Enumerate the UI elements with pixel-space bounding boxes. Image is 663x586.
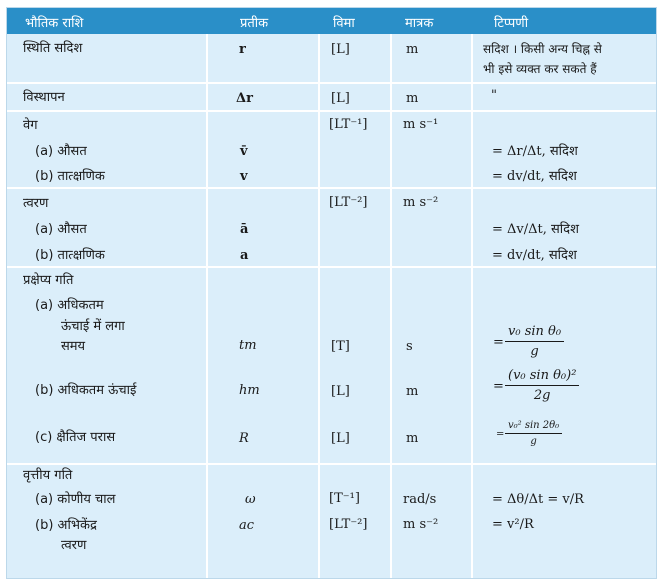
table-header (7, 8, 656, 34)
subquantity-label: (c) क्षैतिज परास (35, 430, 116, 445)
symbol-value: R (239, 431, 249, 446)
subquantity-label: ऊंचाई में लगा (61, 319, 125, 334)
symbol-value: v (240, 169, 248, 184)
dimension-value: [L] (331, 91, 350, 106)
subquantity-label: (a) अधिकतम (35, 298, 104, 313)
column-divider (318, 8, 320, 578)
column-divider (206, 8, 208, 578)
dimension-value: [L] (331, 42, 350, 57)
header-quantity: भौतिक राशि (25, 16, 84, 31)
remark-formula: = dv/dt, सदिश (492, 248, 577, 263)
unit-value: m (406, 42, 419, 57)
quantity-label: वेग (23, 118, 38, 133)
dimension-value: [L] (331, 431, 350, 446)
column-divider (390, 8, 392, 578)
quantity-label: त्वरण (23, 196, 49, 211)
time-of-flight-formula: $\frac{\text{v₀ sin θ₀}}{g}$ (505, 324, 564, 359)
max-height-formula: $\frac{\text{(v₀ sin θ₀)²}}{2g}$ (505, 368, 579, 403)
unit-value: m s⁻² (403, 517, 439, 532)
dimension-value: [T] (331, 339, 350, 354)
dimension-value: [LT⁻²] (329, 517, 368, 532)
remark-formula: = Δθ/Δt = v/R (492, 492, 584, 507)
subquantity-label: (a) कोणीय चाल (35, 492, 116, 507)
subquantity-label: (b) तात्क्षणिक (35, 169, 105, 184)
subquantity-label: (b) तात्क्षणिक (35, 248, 105, 263)
symbol-value: ω (245, 492, 256, 507)
remark-formula: = dv/dt, सदिश (492, 169, 577, 184)
symbol-value: r (239, 42, 246, 57)
remark-formula: = v²/R (492, 517, 534, 532)
remark-formula: = Δv/Δt, सदिश (492, 222, 579, 237)
dimension-value: [L] (331, 384, 350, 399)
row-divider (7, 266, 656, 268)
subquantity-label: (b) अभिकेंद्र (35, 518, 97, 533)
row-divider (7, 110, 656, 112)
symbol-value: v̄ (240, 144, 248, 159)
unit-value: rad/s (403, 492, 437, 507)
subquantity-label: (a) औसत (35, 144, 87, 159)
equals-sign: = (493, 335, 504, 350)
unit-value: m (406, 431, 419, 446)
header-unit: मात्रक (405, 16, 434, 31)
unit-value: s (406, 339, 413, 354)
subquantity-label: (a) औसत (35, 222, 87, 237)
row-divider (7, 463, 656, 465)
horizontal-range-formula: $\frac{\text{v₀² sin 2θ₀}}{g}$ (505, 420, 562, 447)
header-symbol: प्रतीक (240, 16, 269, 31)
subquantity-label: (b) अधिकतम ऊंचाई (35, 383, 137, 398)
dimension-value: [LT⁻²] (329, 195, 368, 210)
dimension-value: [LT⁻¹] (329, 117, 368, 132)
ditto-mark: " (491, 88, 497, 103)
row-divider (7, 82, 656, 84)
unit-value: m (406, 384, 419, 399)
equals-sign: = (496, 429, 505, 440)
header-dimension: विमा (333, 16, 355, 31)
quantity-label: प्रक्षेप्य गति (23, 273, 74, 288)
remark-line: सदिश । किसी अन्य चिह्न से (483, 42, 602, 56)
physical-quantities-table (6, 7, 657, 579)
subquantity-label: समय (61, 339, 86, 354)
remark-formula: = Δr/Δt, सदिश (492, 144, 578, 159)
unit-value: m s⁻¹ (403, 117, 439, 132)
unit-value: m s⁻² (403, 195, 439, 210)
quantity-label: वृत्तीय गति (23, 468, 73, 483)
symbol-value: ā (240, 222, 249, 237)
remark-line: भी इसे व्यक्त कर सकते हैं (483, 62, 597, 76)
subquantity-label: त्वरण (61, 538, 87, 553)
row-divider (7, 187, 656, 189)
symbol-value: tm (239, 338, 257, 353)
quantity-label: विस्थापन (23, 90, 65, 105)
dimension-value: [T⁻¹] (329, 491, 360, 506)
column-divider (471, 8, 473, 578)
symbol-value: a (240, 248, 249, 263)
symbol-value: Δr (236, 91, 253, 106)
symbol-value: hm (239, 383, 260, 398)
equals-sign: = (493, 379, 504, 394)
quantity-label: स्थिति सदिश (23, 41, 83, 56)
symbol-value: ac (239, 518, 255, 533)
unit-value: m (406, 91, 419, 106)
header-remark: टिप्पणी (494, 16, 529, 31)
